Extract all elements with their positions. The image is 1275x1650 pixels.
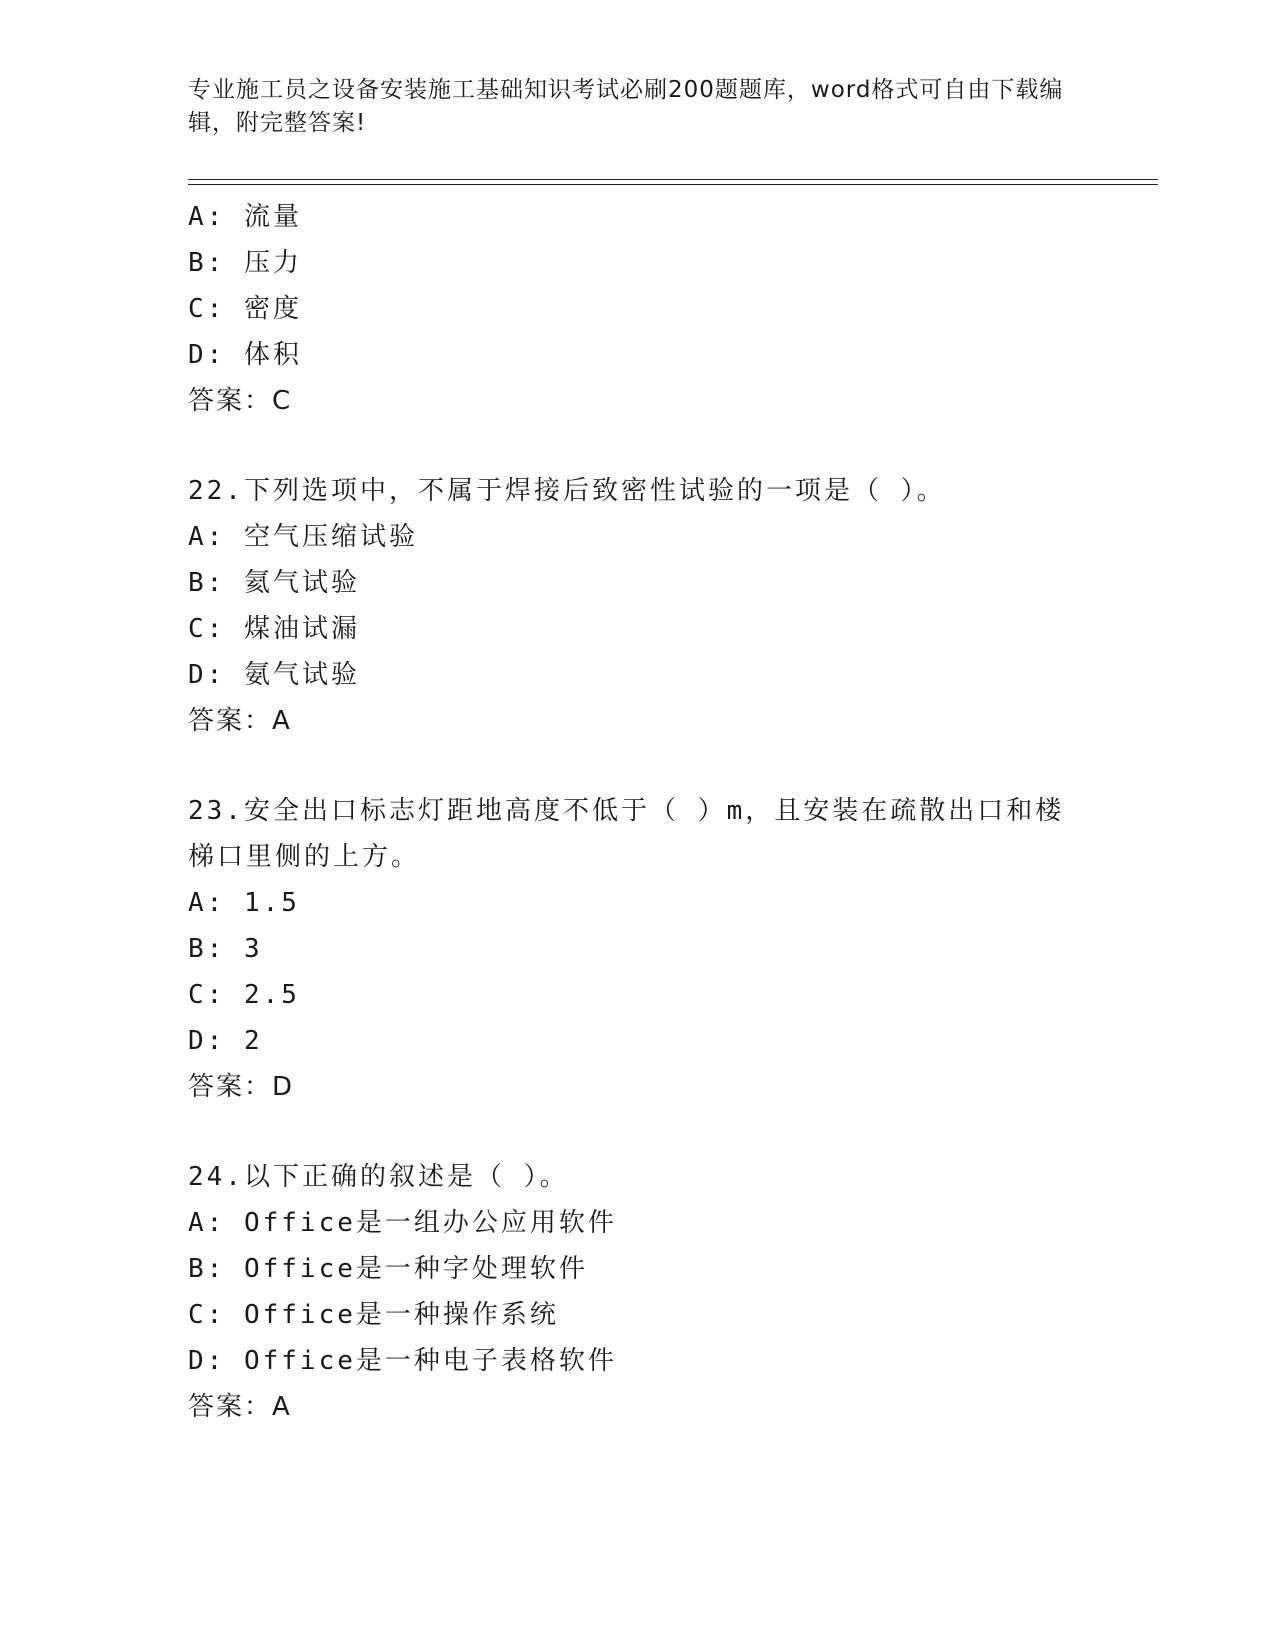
- question-stem: 23.安全出口标志灯距地高度不低于（ ）m，且安装在疏散出口和楼梯口里侧的上方。: [188, 796, 1065, 872]
- option-d: D: 体积: [188, 340, 302, 370]
- option-a: A: Office是一组办公应用软件: [188, 1208, 617, 1238]
- option-a: A: 流量: [188, 202, 302, 232]
- option-a: A: 1.5: [188, 888, 300, 918]
- question-stem: 24.以下正确的叙述是（ ）。: [188, 1162, 569, 1192]
- answer-line: 答案：A: [188, 1392, 292, 1422]
- option-b: B: 压力: [188, 248, 302, 278]
- question-block: [188, 194, 1148, 424]
- answer-line: 答案：A: [188, 706, 292, 736]
- option-c: C: 煤油试漏: [188, 614, 360, 644]
- answer-line: 答案：C: [188, 386, 293, 416]
- option-d: D: Office是一种电子表格软件: [188, 1346, 617, 1376]
- question-list: [188, 194, 1148, 1430]
- option-d: D: 2: [188, 1026, 263, 1056]
- header-divider-bottom: [188, 184, 1158, 185]
- option-c: C: 2.5: [188, 980, 300, 1010]
- option-c: C: Office是一种操作系统: [188, 1300, 559, 1330]
- document-header: 专业施工员之设备安装施工基础知识考试必刷200题题库，word格式可自由下载编辑，附完整答案!: [188, 77, 1064, 136]
- header-divider-top: [188, 179, 1158, 180]
- question-block: [188, 468, 1148, 744]
- question-block: [188, 1154, 1148, 1430]
- option-b: B: Office是一种字处理软件: [188, 1254, 588, 1284]
- question-block: [188, 788, 1148, 1110]
- answer-line: 答案：D: [188, 1072, 295, 1102]
- option-b: B: 3: [188, 934, 263, 964]
- option-a: A: 空气压缩试验: [188, 522, 418, 552]
- option-c: C: 密度: [188, 294, 302, 324]
- question-stem: 22.下列选项中，不属于焊接后致密性试验的一项是（ ）。: [188, 476, 946, 506]
- option-d: D: 氨气试验: [188, 660, 360, 690]
- option-b: B: 氦气试验: [188, 568, 360, 598]
